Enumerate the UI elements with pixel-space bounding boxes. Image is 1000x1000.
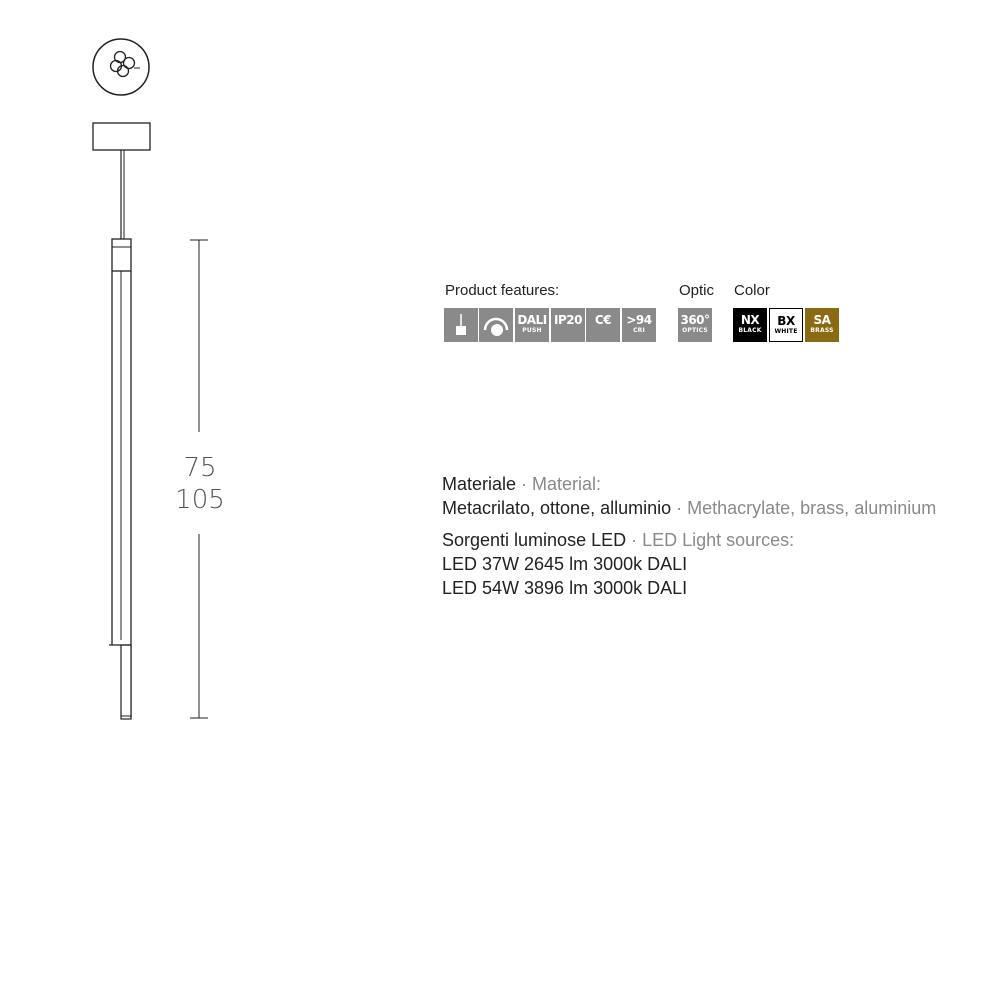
ce-mark-badge: C€ [586,308,620,342]
dimmable-icon [479,308,513,342]
dimension-value-long: 105 [175,485,225,515]
dali-push-badge: DALI PUSH [515,308,549,342]
color-title: Color [734,282,770,299]
pendant-mount-icon [444,308,478,342]
cri-badge: >94 CRI [622,308,656,342]
product-features-title: Product features: [445,282,560,299]
material-value: Metacrilato, ottone, alluminio · Methacrylate, brass, aluminium [442,498,937,518]
light-source-line: LED 37W 2645 lm 3000k DALI [442,554,688,574]
dimension-value-short: 75 [183,453,217,483]
optic-title: Optic [679,282,715,299]
color-badge-white: BX WHITE [769,308,803,342]
lamp-body-drawing [109,239,131,719]
light-sources-heading: Sorgenti luminose LED · LED Light sources: [442,530,795,550]
light-source-line: LED 54W 3896 lm 3000k DALI [442,578,688,598]
optic-360-badge: 360° OPTICS [678,308,712,342]
ip20-badge: IP20 [551,308,585,342]
pendant-light-bulbs-icon [93,39,149,95]
material-heading: Materiale · Material: [442,474,602,494]
color-badge-black: NX BLACK [733,308,767,342]
color-badge-brass: SA BRASS [805,308,839,342]
canopy-drawing [93,123,150,150]
suspension-cable [121,150,124,240]
